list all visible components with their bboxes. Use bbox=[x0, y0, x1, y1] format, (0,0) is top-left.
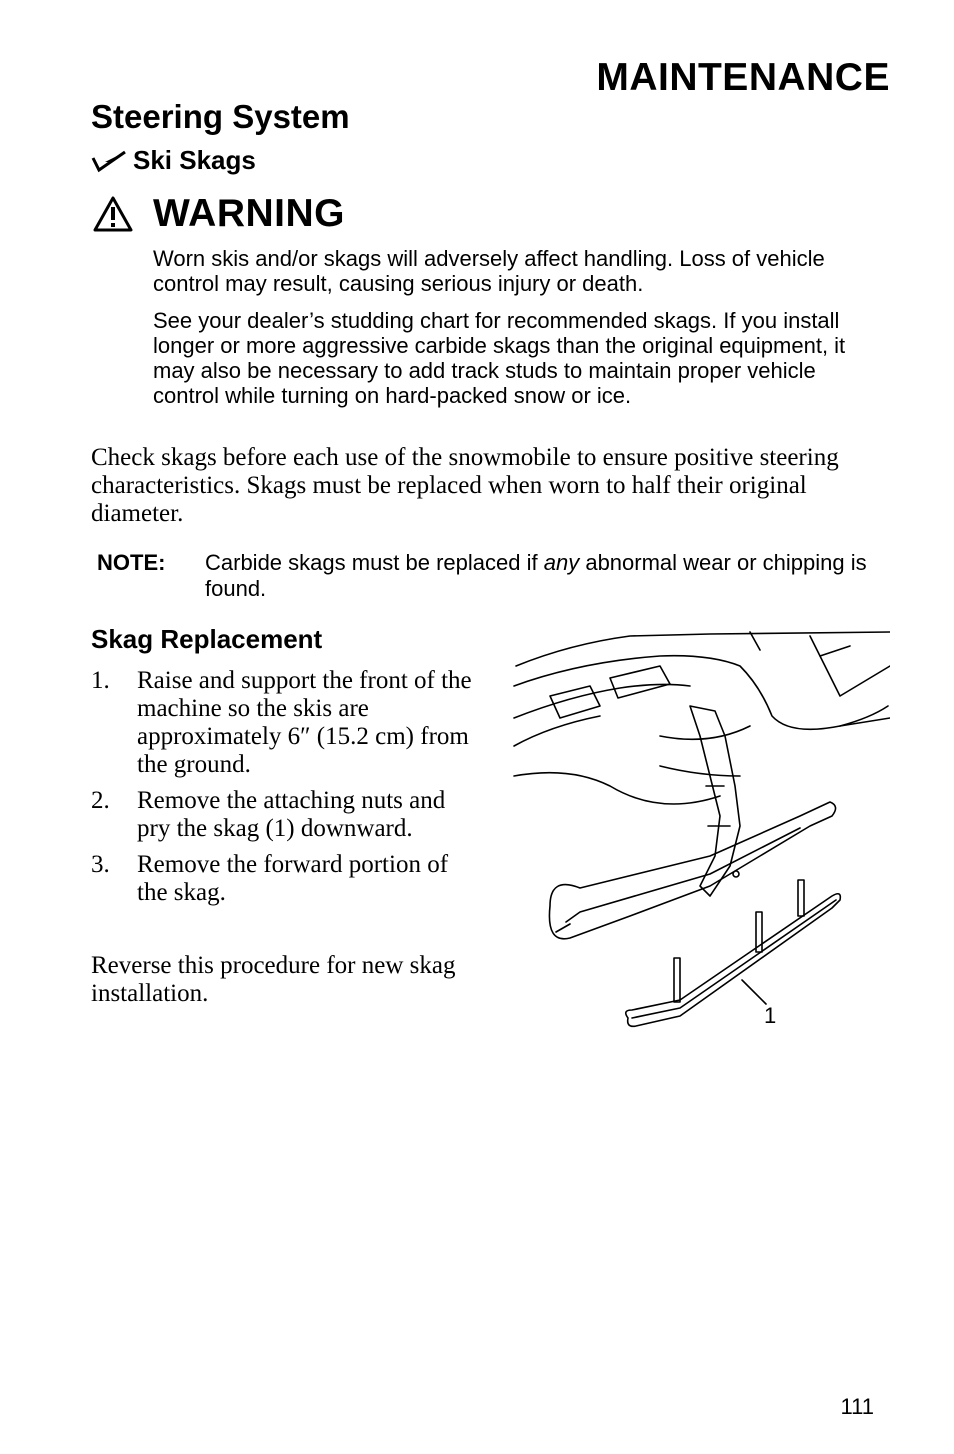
note-text-after: abnormal wear or chipping is found. bbox=[205, 550, 867, 601]
section-title: Steering System bbox=[91, 98, 350, 135]
warning-label: WARNING bbox=[153, 192, 345, 235]
step-number: 3. bbox=[91, 851, 110, 878]
note-block bbox=[97, 550, 897, 602]
chapter-title: MAINTENANCE bbox=[596, 56, 890, 99]
step-text: Remove the attaching nuts and pry the skag (1) downward. bbox=[137, 787, 446, 842]
procedure-steps bbox=[91, 667, 481, 915]
closing-paragraph: Reverse this procedure for new skag installation. bbox=[91, 952, 456, 1007]
note-text bbox=[205, 550, 897, 602]
subsection-title: Ski Skags bbox=[133, 145, 256, 175]
step-number: 1. bbox=[91, 667, 110, 694]
warning-triangle-icon bbox=[93, 196, 133, 232]
note-text-before: Carbide skags must be replaced if bbox=[205, 550, 544, 575]
warning-paragraph-1: Worn skis and/or skags will adversely affect handling. Loss of vehicle control may result, causing serious injury or death. bbox=[153, 246, 825, 296]
list-item bbox=[91, 851, 481, 907]
list-item bbox=[91, 787, 481, 843]
warning-paragraph-2: See your dealer’s studding chart for recommended skags. If you install longer or more aggressive carbide skags than the original equipment, it may also be necessary to add track studs to maintain proper vehicle control while turning on hard-packed snow or ice. bbox=[153, 308, 846, 408]
check-paragraph: Check skags before each use of the snowmobile to ensure positive steering characteristics. Skags must be replaced when worn to half their original diameter. bbox=[91, 444, 839, 527]
step-number: 2. bbox=[91, 787, 110, 814]
step-text: Remove the forward portion of the skag. bbox=[137, 851, 449, 906]
list-item bbox=[91, 667, 481, 779]
checkmark-icon bbox=[91, 148, 127, 174]
subsection-heading bbox=[91, 145, 256, 176]
note-label: NOTE: bbox=[97, 550, 166, 575]
ski-skag-illustration bbox=[510, 626, 890, 1036]
callout-label: 1 bbox=[764, 1003, 777, 1028]
warning-header bbox=[93, 192, 345, 236]
note-emphasis: any bbox=[543, 550, 580, 575]
page-number: 111 bbox=[840, 1394, 874, 1419]
step-text: Raise and support the front of the machine so the skis are approximately 6″ (15.2 cm) from the ground. bbox=[137, 667, 472, 778]
skag-replacement-title: Skag Replacement bbox=[91, 624, 323, 654]
